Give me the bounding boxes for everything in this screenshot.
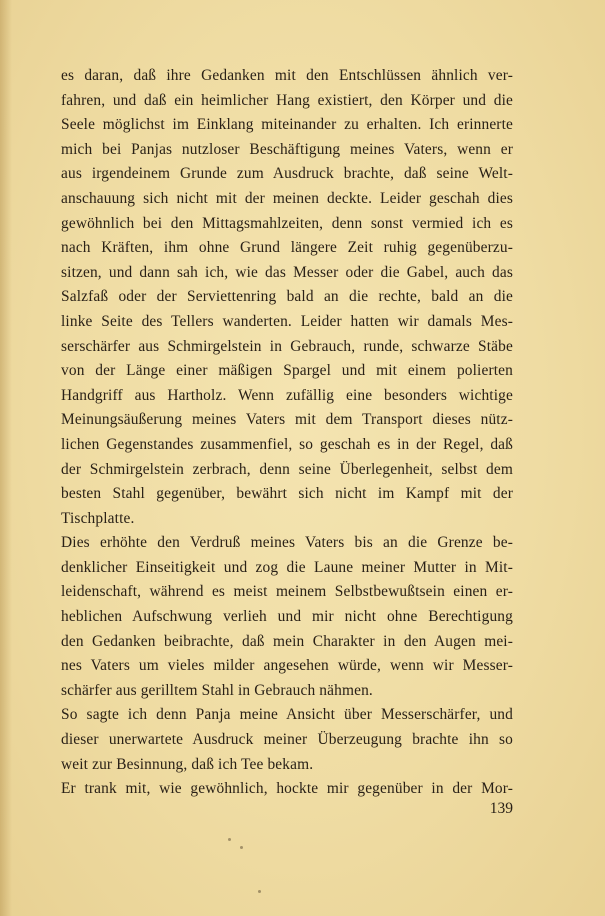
text-line: es daran, daß ihre Gedanken mit den Entschlüssen ähnlich ver- <box>61 67 513 84</box>
page-number: 139 <box>489 800 513 817</box>
text-line: den Gedanken beibrachte, daß mein Charakter in den Augen mei- <box>61 632 513 650</box>
paper-speck <box>258 890 261 893</box>
text-line: Salzfaß oder der Serviettenring bald an die rechte, bald an die <box>61 288 513 306</box>
text-line: heblichen Aufschwung verlieh und mir nicht ohne Berechtigung <box>61 608 513 626</box>
text-line: dieser unerwartete Ausdruck meiner Überzeugung brachte ihn so <box>61 731 513 749</box>
text-line: schärfer aus gerilltem Stahl in Gebrauch nähmen. <box>61 681 373 699</box>
text-line: So sagte ich denn Panja meine Ansicht über Messerschärfer, und <box>61 706 513 724</box>
text-line: Meinungsäußerung meines Vaters mit dem Transport dieses nütz- <box>61 411 513 429</box>
paragraph-1 <box>61 64 513 531</box>
spine-shadow <box>0 0 12 916</box>
text-line: lichen Gegenstandes zusammenfiel, so geschah es in der Regel, daß <box>61 435 513 453</box>
paragraph-4 <box>61 777 513 802</box>
text-line: aus irgendeinem Grunde zum Ausdruck brachte, daß seine Welt- <box>61 165 513 183</box>
text-line: linke Seite des Tellers wanderten. Leider hatten wir damals Mes- <box>61 312 513 330</box>
text-line: gewöhnlich bei den Mittagsmahlzeiten, denn sonst vermied ich es <box>61 214 513 232</box>
text-line: von der Länge einer mäßigen Spargel und mit einem polierten <box>61 362 513 380</box>
text-line: Dies erhöhte den Verdruß meines Vaters bis an die Grenze be- <box>61 534 513 552</box>
paragraph-3 <box>61 703 513 777</box>
paper-speck <box>228 838 231 841</box>
text-line: sitzen, und dann sah ich, wie das Messer oder die Gabel, auch das <box>61 263 513 281</box>
paper-speck <box>240 846 243 849</box>
text-line: der Schmirgelstein zerbrach, denn seine Überlegenheit, selbst dem <box>61 460 513 478</box>
text-line: denklicher Einseitigkeit und zog die Laune meiner Mutter in Mit- <box>61 558 513 576</box>
text-line: Tischplatte. <box>61 509 135 527</box>
text-line: fahren, und daß ein heimlicher Hang existiert, den Körper und die <box>61 91 513 109</box>
text-line: serschärfer aus Schmirgelstein in Gebrauch, runde, schwarze Stäbe <box>61 337 513 355</box>
text-line: mich bei Panjas nutzloser Beschäftigung meines Vaters, wenn er <box>61 140 513 158</box>
text-line: leidenschaft, während es meist meinem Selbstbewußtsein einen er- <box>61 583 513 601</box>
text-line: weit zur Besinnung, daß ich Tee bekam. <box>61 755 314 773</box>
paragraph-2 <box>61 531 513 703</box>
text-line: anschauung sich nicht mit der meinen deckte. Leider geschah dies <box>61 189 513 207</box>
body-text <box>61 64 513 802</box>
text-line: nes Vaters um vieles milder angesehen würde, wenn wir Messer- <box>61 657 513 675</box>
text-line: Handgriff aus Hartholz. Wenn zufällig eine besonders wichtige <box>61 386 513 404</box>
text-line: nach Kräften, ihm ohne Grund längere Zeit ruhig gegenüberzu- <box>61 239 513 257</box>
text-line: Er trank mit, wie gewöhnlich, hockte mir gegenüber in der Mor- <box>61 780 513 798</box>
text-line: besten Stahl gegenüber, bewährt sich nicht im Kampf mit der <box>61 485 513 503</box>
text-line: Seele möglichst im Einklang miteinander zu erhalten. Ich erinnerte <box>61 116 513 134</box>
